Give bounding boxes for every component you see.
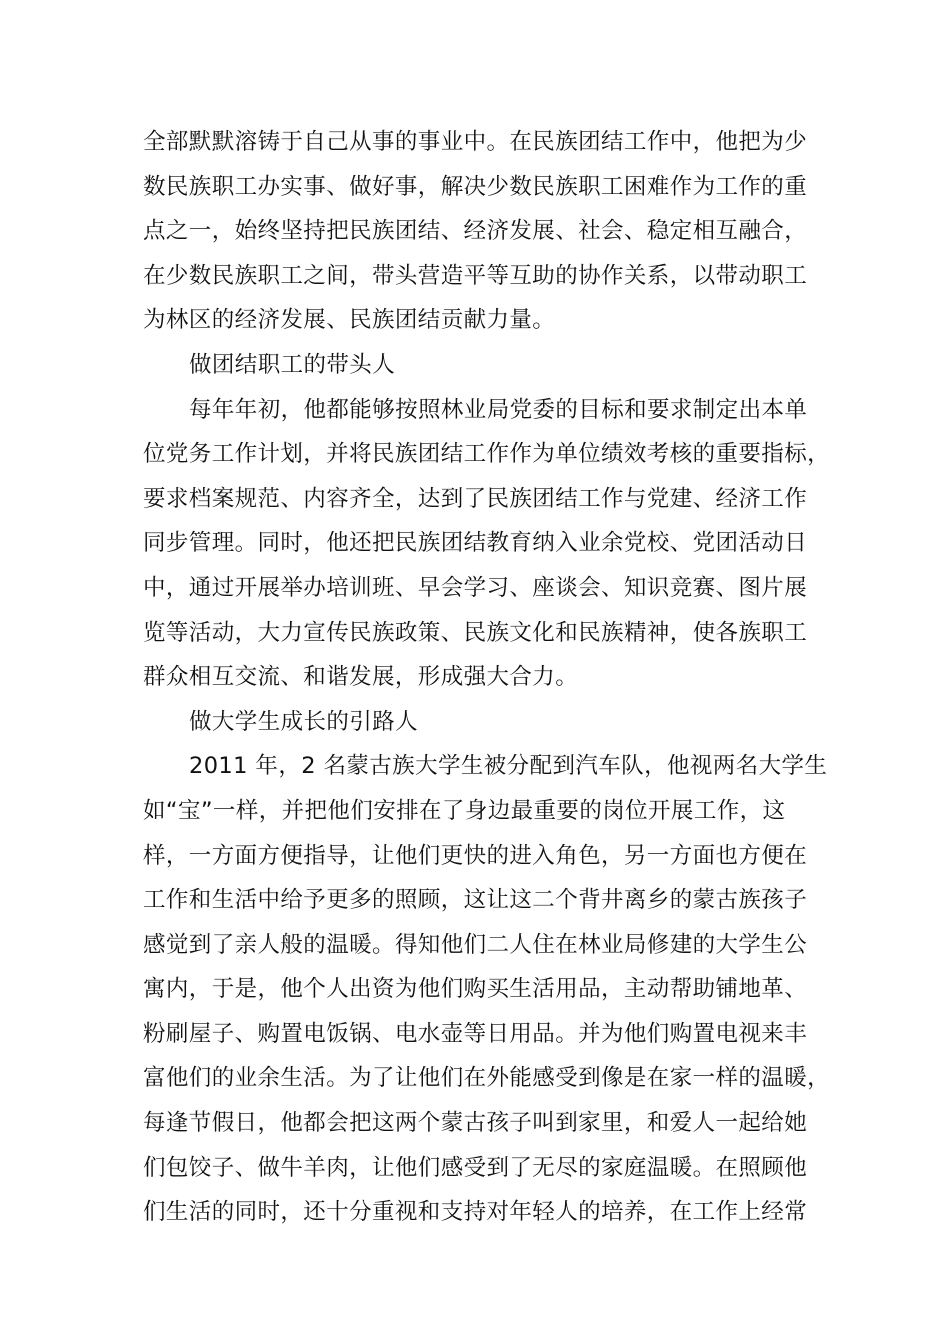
text-line: 为林区的经济发展、民族团结贡献力量。: [143, 307, 556, 334]
text-line: 在少数民族职工之间，带头营造平等互助的协作关系，以带动职工: [143, 262, 808, 289]
section-heading: 做团结职工的带头人: [189, 351, 396, 378]
text-line: 富他们的业余生活。为了让他们在外能感受到像是在家一样的温暖，: [143, 1065, 831, 1092]
text-line: 览等活动，大力宣传民族政策、民族文化和民族精神，使各族职工: [143, 619, 808, 646]
text-line: 中，通过开展举办培训班、早会学习、座谈会、知识竞赛、图片展: [143, 574, 808, 601]
text-line: 同步管理。同时，他还把民族团结教育纳入业余党校、党团活动日: [143, 530, 808, 557]
text-line: 样，一方面方便指导，让他们更快的进入角色，另一方面也方便在: [143, 842, 808, 869]
text-line: 位党务工作计划，并将民族团结工作作为单位绩效考核的重要指标，: [143, 441, 831, 468]
text-line: 每逢节假日，他都会把这两个蒙古孩子叫到家里，和爱人一起给她: [143, 1110, 808, 1137]
text-line: 2011 年，2 名蒙古族大学生被分配到汽车队，他视两名大学生: [189, 753, 828, 780]
text-line: 要求档案规范、内容齐全，达到了民族团结工作与党建、经济工作: [143, 485, 808, 512]
text-line: 群众相互交流、和谐发展，形成强大合力。: [143, 664, 579, 691]
text-line: 们生活的同时，还十分重视和支持对年轻人的培养，在工作上经常: [143, 1199, 808, 1226]
text-line: 粉刷屋子、购置电饭锅、电水壶等日用品。并为他们购置电视来丰: [143, 1020, 808, 1047]
text-line: 数民族职工办实事、做好事，解决少数民族职工困难作为工作的重: [143, 173, 808, 200]
text-line: 寓内，于是，他个人出资为他们购买生活用品，主动帮助铺地革、: [143, 976, 808, 1003]
document-body: [143, 120, 833, 1235]
text-line: 感觉到了亲人般的温暖。得知他们二人住在林业局修建的大学生公: [143, 931, 808, 958]
text-line: 全部默默溶铸于自己从事的事业中。在民族团结工作中，他把为少: [143, 129, 808, 155]
text-line: 工作和生活中给予更多的照顾，这让这二个背井离乡的蒙古族孩子: [143, 887, 808, 914]
section-heading: 做大学生成长的引路人: [189, 708, 419, 735]
text-line: 们包饺子、做牛羊肉，让他们感受到了无尽的家庭温暖。在照顾他: [143, 1154, 808, 1181]
text-line: 每年年初，他都能够按照林业局党委的目标和要求制定出本单: [189, 396, 808, 423]
text-line: 点之一，始终坚持把民族团结、经济发展、社会、稳定相互融合，: [143, 218, 808, 245]
text-line: 如“宝”一样，并把他们安排在了身边最重要的岗位开展工作，这: [143, 797, 786, 824]
